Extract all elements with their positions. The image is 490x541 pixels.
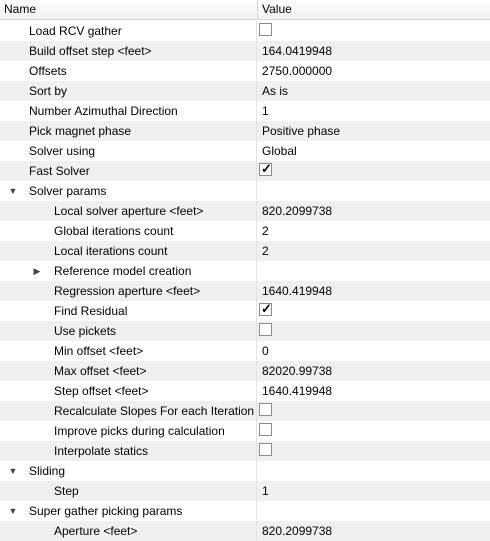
value-column-header[interactable]: Value	[262, 2, 292, 16]
local-solver-aperture-value[interactable]: 820.2099738	[262, 204, 333, 218]
row-load-rcv-gather[interactable]	[0, 21, 490, 41]
number-azimuthal-direction-value[interactable]: 1	[262, 104, 269, 118]
improve-picks-checkbox[interactable]	[259, 423, 272, 436]
sort-by-value[interactable]: As is	[262, 84, 289, 98]
property-name: Find Residual	[54, 304, 128, 318]
row-fast-solver[interactable]	[0, 161, 490, 181]
solver-using-value[interactable]: Global	[262, 144, 297, 158]
group-name: Super gather picking params	[29, 504, 183, 518]
regression-aperture-value[interactable]: 1640.419948	[262, 284, 333, 298]
fast-solver-checkbox[interactable]	[259, 163, 272, 176]
expand-arrow-icon[interactable]: ▼	[8, 506, 18, 516]
row-pick-magnet-phase[interactable]	[0, 121, 490, 141]
property-name: Global iterations count	[54, 224, 174, 238]
property-name: Build offset step <feet>	[29, 44, 152, 58]
find-residual-checkbox[interactable]	[259, 303, 272, 316]
expand-arrow-icon[interactable]: ▼	[8, 186, 18, 196]
row-recalculate-slopes[interactable]	[0, 401, 490, 421]
row-max-offset[interactable]	[0, 361, 490, 381]
property-name: Max offset <feet>	[54, 364, 147, 378]
property-name: Min offset <feet>	[54, 344, 144, 358]
column-header	[0, 0, 490, 20]
property-rows	[0, 21, 490, 541]
property-name: Local solver aperture <feet>	[54, 204, 204, 218]
row-interpolate-statics[interactable]	[0, 441, 490, 461]
min-offset-value[interactable]: 0	[262, 344, 269, 358]
aperture-value[interactable]: 820.2099738	[262, 524, 333, 538]
property-name: Fast Solver	[29, 164, 90, 178]
group-sliding[interactable]	[0, 461, 490, 481]
interpolate-statics-checkbox[interactable]	[259, 443, 272, 456]
property-name: Local iterations count	[54, 244, 168, 258]
max-offset-value[interactable]: 82020.99738	[262, 364, 333, 378]
row-min-offset[interactable]	[0, 341, 490, 361]
row-improve-picks[interactable]	[0, 421, 490, 441]
property-name: Improve picks during calculation	[54, 424, 225, 438]
step-offset-value[interactable]: 1640.419948	[262, 384, 333, 398]
pick-magnet-phase-value[interactable]: Positive phase	[262, 124, 341, 138]
property-name: Number Azimuthal Direction	[29, 104, 178, 118]
property-name: Regression aperture <feet>	[54, 284, 201, 298]
property-name: Step offset <feet>	[54, 384, 149, 398]
check-mark-icon: ✓	[261, 161, 272, 176]
name-column-header[interactable]: Name	[0, 0, 258, 19]
property-name: Aperture <feet>	[54, 524, 138, 538]
property-name: Load RCV gather	[29, 24, 122, 38]
group-name: Reference model creation	[54, 264, 192, 278]
row-local-solver-aperture[interactable]	[0, 201, 490, 221]
local-iterations-count-value[interactable]: 2	[262, 244, 269, 258]
row-find-residual[interactable]	[0, 301, 490, 321]
row-global-iterations-count[interactable]	[0, 221, 490, 241]
group-name: Solver params	[29, 184, 107, 198]
group-name: Sliding	[29, 464, 66, 478]
row-local-iterations-count[interactable]	[0, 241, 490, 261]
property-name: Pick magnet phase	[29, 124, 132, 138]
property-name: Use pickets	[54, 324, 117, 338]
property-name: Step	[54, 484, 79, 498]
property-name: Offsets	[29, 64, 67, 78]
row-aperture[interactable]	[0, 521, 490, 541]
offsets-value[interactable]: 2750.000000	[262, 64, 333, 78]
row-number-azimuthal-direction[interactable]	[0, 101, 490, 121]
property-name: Interpolate statics	[54, 444, 149, 458]
group-reference-model-creation[interactable]	[0, 261, 490, 281]
row-solver-using[interactable]	[0, 141, 490, 161]
property-name: Sort by	[29, 84, 68, 98]
use-pickets-checkbox[interactable]	[259, 323, 272, 336]
build-offset-step-value[interactable]: 164.0419948	[262, 44, 333, 58]
row-step[interactable]	[0, 481, 490, 501]
check-mark-icon: ✓	[261, 301, 272, 316]
collapse-arrow-icon[interactable]: ▶	[33, 266, 41, 276]
load-rcv-gather-checkbox[interactable]	[259, 23, 272, 36]
row-use-pickets[interactable]	[0, 321, 490, 341]
property-name: Solver using	[29, 144, 96, 158]
step-value[interactable]: 1	[262, 484, 269, 498]
row-build-offset-step[interactable]	[0, 41, 490, 61]
group-super-gather-picking-params[interactable]	[0, 501, 490, 521]
row-step-offset[interactable]	[0, 381, 490, 401]
global-iterations-count-value[interactable]: 2	[262, 224, 269, 238]
row-regression-aperture[interactable]	[0, 281, 490, 301]
recalculate-slopes-checkbox[interactable]	[259, 403, 272, 416]
expand-arrow-icon[interactable]: ▼	[8, 466, 18, 476]
property-name: Recalculate Slopes For each Iteration	[54, 404, 255, 418]
group-solver-params[interactable]	[0, 181, 490, 201]
row-offsets[interactable]	[0, 61, 490, 81]
row-sort-by[interactable]	[0, 81, 490, 101]
